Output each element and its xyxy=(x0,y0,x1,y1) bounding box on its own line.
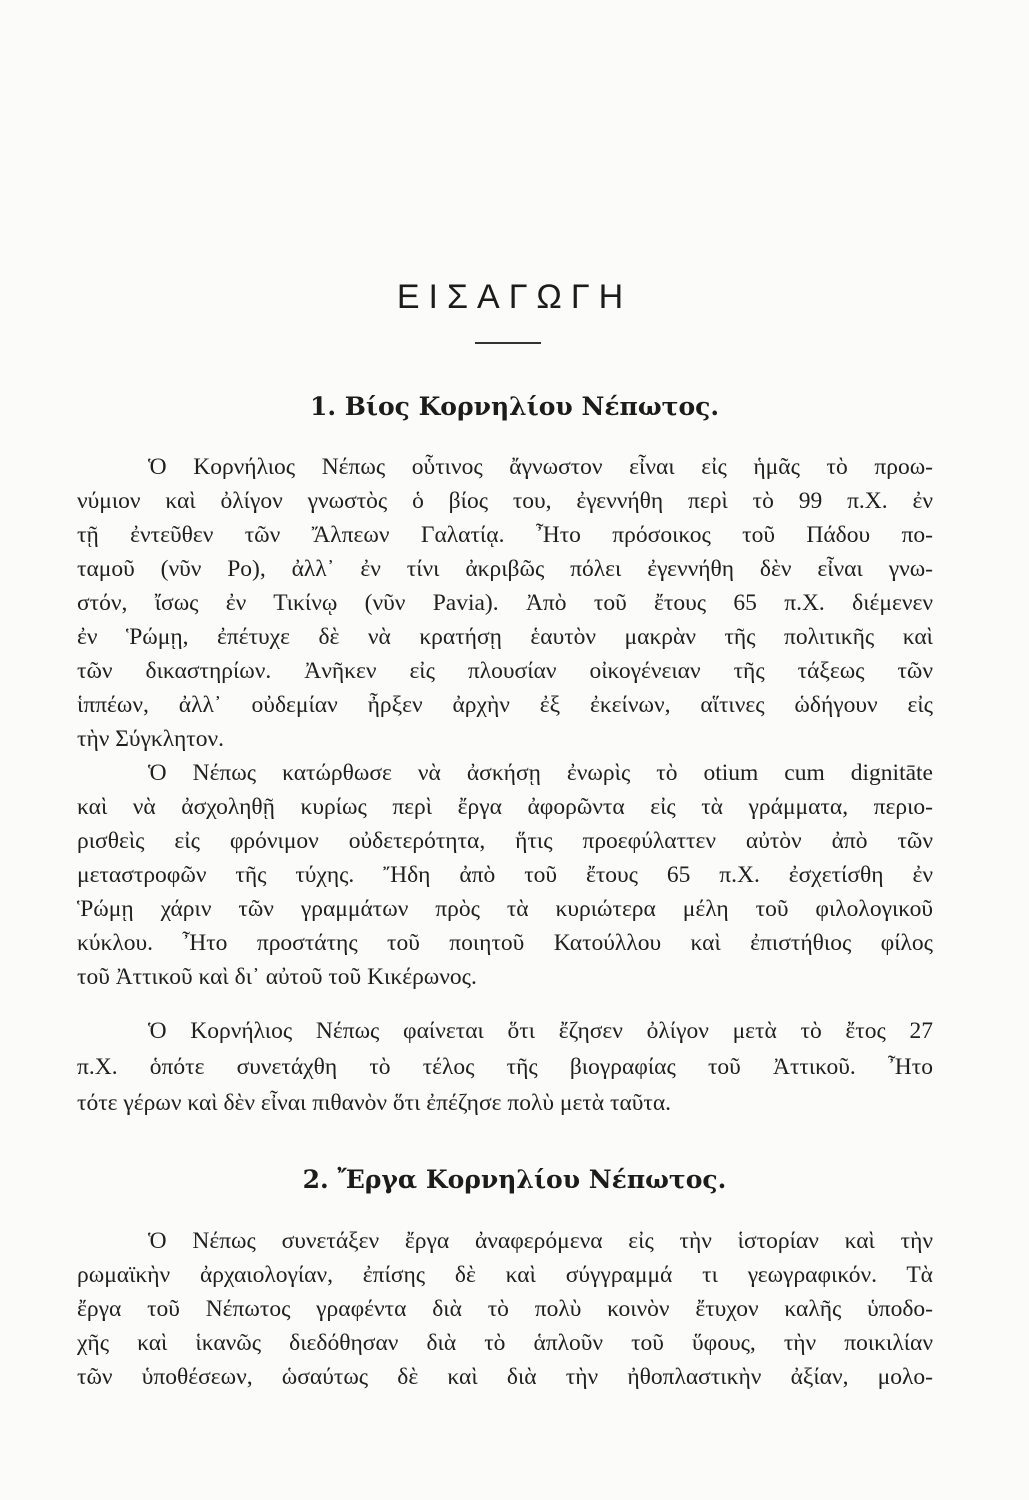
text-line: χῆς καὶ ἱκανῶς διεδόθησαν διὰ τὸ ἁπλοῦν τοῦ ὕφους, τὴν ποικιλίαν xyxy=(77,1330,933,1356)
title-divider xyxy=(475,342,541,344)
text-line: τῶν δικαστηρίων. Ἀνῆκεν εἰς πλουσίαν οἰκογένειαν τῆς τάξεως τῶν xyxy=(77,658,933,684)
text-line: ἐν Ῥώμῃ, ἐπέτυχε δὲ νὰ κρατήσῃ ἑαυτὸν μακρὰν τῆς πολιτικῆς καὶ xyxy=(77,624,933,650)
text-line: τῶν ὑποθέσεων, ὡσαύτως δὲ καὶ διὰ τὴν ἠθοπλαστικὴν ἀξίαν, μολο- xyxy=(77,1364,933,1390)
text-line: τῇ ἐντεῦθεν τῶν Ἄλπεων Γαλατίᾳ. Ἦτο πρόσοικος τοῦ Πάδου πο- xyxy=(77,522,933,548)
text-line: τοῦ Ἀττικοῦ καὶ δι᾽ αὐτοῦ τοῦ Κικέρωνος. xyxy=(77,964,477,990)
section-heading-2: 2. Ἔργα Κορνηλίου Νέπωτος. xyxy=(302,1165,727,1194)
text-line: ἱππέων, ἀλλ᾽ οὐδεμίαν ἦρξεν ἀρχὴν ἐξ ἐκείνων, αἵτινες ὡδήγουν εἰς xyxy=(77,692,933,718)
text-line: Ὁ Κορνήλιος Νέπως οὗτινος ἄγνωστον εἶναι εἰς ἡμᾶς τὸ προω- xyxy=(148,454,933,480)
text-line: ἔργα τοῦ Νέπωτος γραφέντα διὰ τὸ πολὺ κοινὸν ἔτυχον καλῆς ὑποδο- xyxy=(77,1296,933,1322)
text-line: νύμιον καὶ ὀλίγον γνωστὸς ὁ βίος του, ἐγεννήθη περὶ τὸ 99 π.Χ. ἐν xyxy=(77,488,933,514)
text-line: ρωμαϊκὴν ἀρχαιολογίαν, ἐπίσης δὲ καὶ σύγγραμμά τι γεωγραφικόν. Τὰ xyxy=(77,1262,933,1288)
text-line: ταμοῦ (νῦν Po), ἀλλ᾽ ἐν τίνι ἀκριβῶς πόλει ἐγεννήθη δὲν εἶναι γνω- xyxy=(77,556,933,582)
text-line: μεταστροφῶν τῆς τύχης. Ἤδη ἀπὸ τοῦ ἔτους 65 π.Χ. ἐσχετίσθη ἐν xyxy=(77,862,933,888)
text-line: καὶ νὰ ἀσχοληθῇ κυρίως περὶ ἔργα ἀφορῶντα εἰς τὰ γράμματα, περιο- xyxy=(77,794,933,820)
text-line: ρισθεὶς εἰς φρόνιμον οὐδετερότητα, ἥτις προεφύλαττεν αὐτὸν ἀπὸ τῶν xyxy=(77,828,933,854)
text-line: στόν, ἴσως ἐν Τικίνῳ (νῦν Pavia). Ἀπὸ τοῦ ἔτους 65 π.Χ. διέμενεν xyxy=(77,590,933,616)
text-line: Ὁ Κορνήλιος Νέπως φαίνεται ὅτι ἔζησεν ὀλίγον μετὰ τὸ ἔτος 27 xyxy=(148,1018,933,1044)
text-line: τὴν Σύγκλητον. xyxy=(77,726,224,752)
text-line: Ὁ Νέπως συνετάξεν ἔργα ἀναφερόμενα εἰς τὴν ἱστορίαν καὶ τὴν xyxy=(148,1228,933,1254)
text-line: Ῥώμῃ χάριν τῶν γραμμάτων πρὸς τὰ κυριώτερα μέλη τοῦ φιλολογικοῦ xyxy=(77,896,933,922)
page-title: ΕΙΣΑΓΩΓΗ xyxy=(396,278,633,316)
text-line: κύκλου. Ἦτο προστάτης τοῦ ποιητοῦ Κατούλλου καὶ ἐπιστήθιος φίλος xyxy=(77,930,933,956)
section-heading-1: 1. Βίος Κορνηλίου Νέπωτος. xyxy=(309,392,720,421)
text-line: τότε γέρων καὶ δὲν εἶναι πιθανὸν ὅτι ἐπέζησε πολὺ μετὰ ταῦτα. xyxy=(77,1090,672,1116)
text-line: Ὁ Νέπως κατώρθωσε νὰ ἀσκήσῃ ἐνωρὶς τὸ otium cum dignitāte xyxy=(148,760,933,786)
text-line: π.Χ. ὁπότε συνετάχθη τὸ τέλος τῆς βιογραφίας τοῦ Ἀττικοῦ. Ἦτο xyxy=(77,1054,933,1080)
